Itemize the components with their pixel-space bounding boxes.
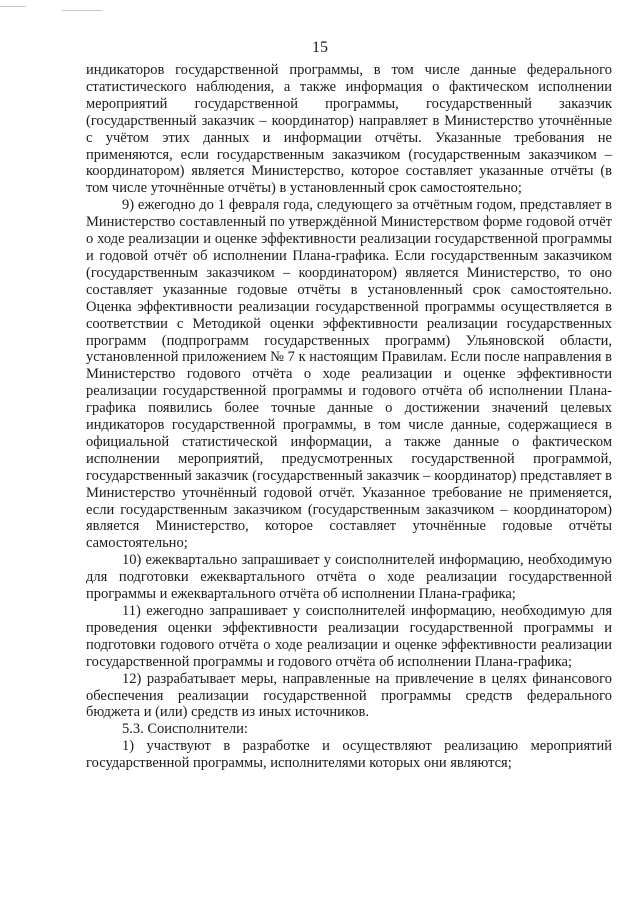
paragraph: индикаторов государственной программы, в том числе данные федерального статистического наблюдения, а также информация о фактическом исполнении мероприятий государственной программы, государственный заказчик (государственный заказчик – координатор) направляет в Министерство уточнённые с учётом этих данных и информации отчёты. Указанные требования не применяются, если государственным заказчиком (государственным заказчиком – координатором) является Министерство, которое составляет указанные отчёты (в том числе уточнённые отчёты) в установленный срок самостоятельно;: [86, 62, 612, 197]
scan-artifact: [62, 10, 102, 11]
paragraph: 9) ежегодно до 1 февраля года, следующего за отчётным годом, представляет в Министерство составленный по утверждённой Министерством форме годовой отчёт о ходе реализации и оценке эффективности реализации государственной программы и годовой отчёт об исполнении Плана-графика. Если государственным заказчиком (государственным заказчиком – координатором) является Министерство, то оно составляет указанные годовые отчёты в установленный срок самостоятельно. Оценка эффективности реализации государственной программы осуществляется в соответствии с Методикой оценки эффективности реализации государственных программ (подпрограмм государственных программ) Ульяновской области, установленной приложением № 7 к настоящим Правилам. Если после направления в Министерство годового отчёта о ходе реализации и оценке эффективности реализации государственной программы и годового отчёта об исполнении Плана-графика появились более точные данные о достижении значений целевых индикаторов государственной программы, в том числе данные, содержащиеся в официальной статистической информации, а также данные о фактическом исполнении мероприятий, предусмотренных государственной программой, государственный заказчик (государственный заказчик – координатор) представляет в Министерство уточнённый годовой отчёт. Указанное требование не применяется, если государственным заказчиком (государственным заказчиком – координатором) является Министерство, которое составляет уточнённые годовые отчёты самостоятельно;: [86, 197, 612, 552]
paragraph: 1) участвуют в разработке и осуществляют реализацию мероприятий государственной программы, исполнителями которых они являются;: [86, 738, 612, 772]
page-number: 15: [312, 39, 328, 56]
paragraph: 10) ежеквартально запрашивает у соисполнителей информацию, необходимую для подготовки ежеквартального отчёта о ходе реализации государственной программы и ежеквартального отчёта об исполнении Плана-графика;: [86, 552, 612, 603]
document-body: [86, 62, 612, 772]
paragraph: 5.3. Соисполнители:: [122, 721, 248, 738]
scan-artifact: [0, 6, 26, 7]
paragraph: 12) разрабатывает меры, направленные на привлечение в целях финансового обеспечения реализации государственной программы средств федерального бюджета и (или) средств из иных источников.: [86, 670, 612, 721]
paragraph: 11) ежегодно запрашивает у соисполнителей информацию, необходимую для проведения оценки эффективности реализации государственной программы и подготовки годового отчёта о ходе реализации и оценке эффективности реализации государственной программы и годового отчёта об исполнении Плана-графика;: [86, 603, 612, 670]
